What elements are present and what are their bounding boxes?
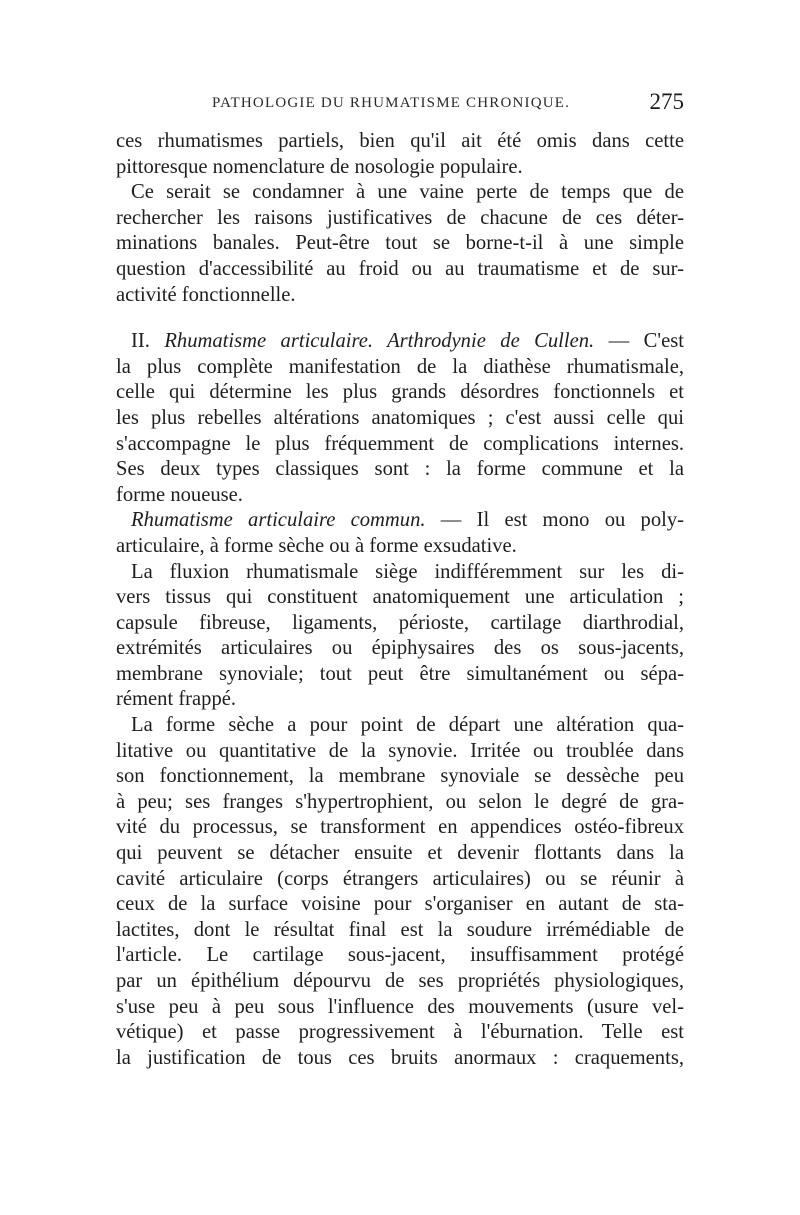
text-line: La forme sèche a pour point de départ une altération qua- [131, 714, 684, 737]
subsection-title-continuation: — Il est mono ou poly- [440, 509, 685, 532]
subsection-heading-line [116, 508, 684, 534]
section-number: II. [131, 330, 150, 353]
text-line: s'accompagne le plus fréquemment de complications internes. [116, 432, 684, 455]
text-line: vité du processus, se transforment en appendices ostéo-fibreux [116, 816, 684, 839]
text-line: l'article. Le cartilage sous-jacent, insuffisamment protégé [116, 944, 684, 967]
text-line: la plus complète manifestation de la diathèse rhumatismale, [116, 355, 684, 378]
section-heading-line [116, 329, 684, 355]
text-line: pittoresque nomenclature de nosologie populaire. [116, 155, 523, 178]
text-line: vers tissus qui constituent anatomiquement une articulation ; [116, 586, 684, 609]
text-line: rechercher les raisons justificatives de chacune de ces déter- [116, 206, 684, 229]
section-spacer [116, 308, 684, 329]
book-page [116, 89, 685, 1071]
text-line: ces rhumatismes partiels, bien qu'il ait été omis dans cette [116, 130, 684, 152]
text-line: lactites, dont le résultat final est la soudure irrémédiable de [116, 918, 684, 941]
page-number: 275 [649, 89, 684, 114]
text-line: qui peuvent se détacher ensuite et devenir flottants dans la [116, 842, 684, 865]
text-line: ceux de la surface voisine pour s'organiser en autant de sta- [116, 893, 684, 916]
text-line: forme noueuse. [116, 483, 243, 506]
text-line: membrane synoviale; tout peut être simultanément ou sépa- [116, 662, 684, 685]
paragraph-4 [116, 713, 684, 1071]
text-line: cavité articulaire (corps étrangers articulaires) ou se réunir à [116, 867, 684, 890]
text-line: les plus rebelles altérations anatomiques ; c'est aussi celle qui [116, 406, 684, 429]
text-line: articulaire, à forme sèche ou à forme exsudative. [116, 534, 517, 557]
subsection [116, 508, 684, 559]
text-line: son fonctionnement, la membrane synoviale se dessèche peu [116, 765, 684, 788]
running-title: PATHOLOGIE DU RHUMATISME CHRONIQUE. [212, 95, 571, 111]
paragraph-2 [116, 180, 684, 308]
text-line: par un épithélium dépourvu de ses propriétés physiologiques, [116, 970, 684, 992]
running-head [116, 89, 684, 129]
text-line: vétique) et passe progressivement à l'éburnation. Telle est [116, 1021, 684, 1044]
section-2 [116, 329, 684, 508]
paragraph-3 [116, 560, 684, 714]
text-line: Ses deux types classiques sont : la forme commune et la [116, 458, 684, 481]
text-line: s'use peu à peu sous l'influence des mouvements (usure vel- [116, 995, 684, 1018]
paragraph-1 [116, 129, 684, 180]
subsection-title: Rhumatisme articulaire commun. [131, 509, 426, 532]
text-line: activité fonctionnelle. [116, 283, 296, 306]
text-line: à peu; ses franges s'hypertrophient, ou selon le degré de gra- [116, 790, 684, 813]
text-line: question d'accessibilité au froid ou au traumatisme et de sur- [116, 257, 684, 280]
text-line: La fluxion rhumatismale siège indifféremment sur les di- [131, 560, 684, 583]
section-title-continuation: — C'est [608, 330, 684, 353]
text-line: la justification de tous ces bruits anormaux : craquements, [116, 1046, 684, 1069]
text-line: capsule fibreuse, ligaments, périoste, cartilage diarthrodial, [116, 611, 684, 634]
text-line: Ce serait se condamner à une vaine perte de temps que de [131, 181, 684, 204]
section-title: Rhumatisme articulaire. Arthrodynie de Cullen. [164, 330, 595, 353]
text-line: rément frappé. [116, 688, 237, 711]
text-line: celle qui détermine les plus grands désordres fonctionnels et [116, 381, 684, 404]
text-line: minations banales. Peut-être tout se borne-t-il à une simple [116, 232, 684, 255]
text-line: litative ou quantitative de la synovie. Irritée ou troublée dans [116, 739, 684, 762]
text-line: extrémités articulaires ou épiphysaires des os sous-jacents, [116, 637, 684, 660]
